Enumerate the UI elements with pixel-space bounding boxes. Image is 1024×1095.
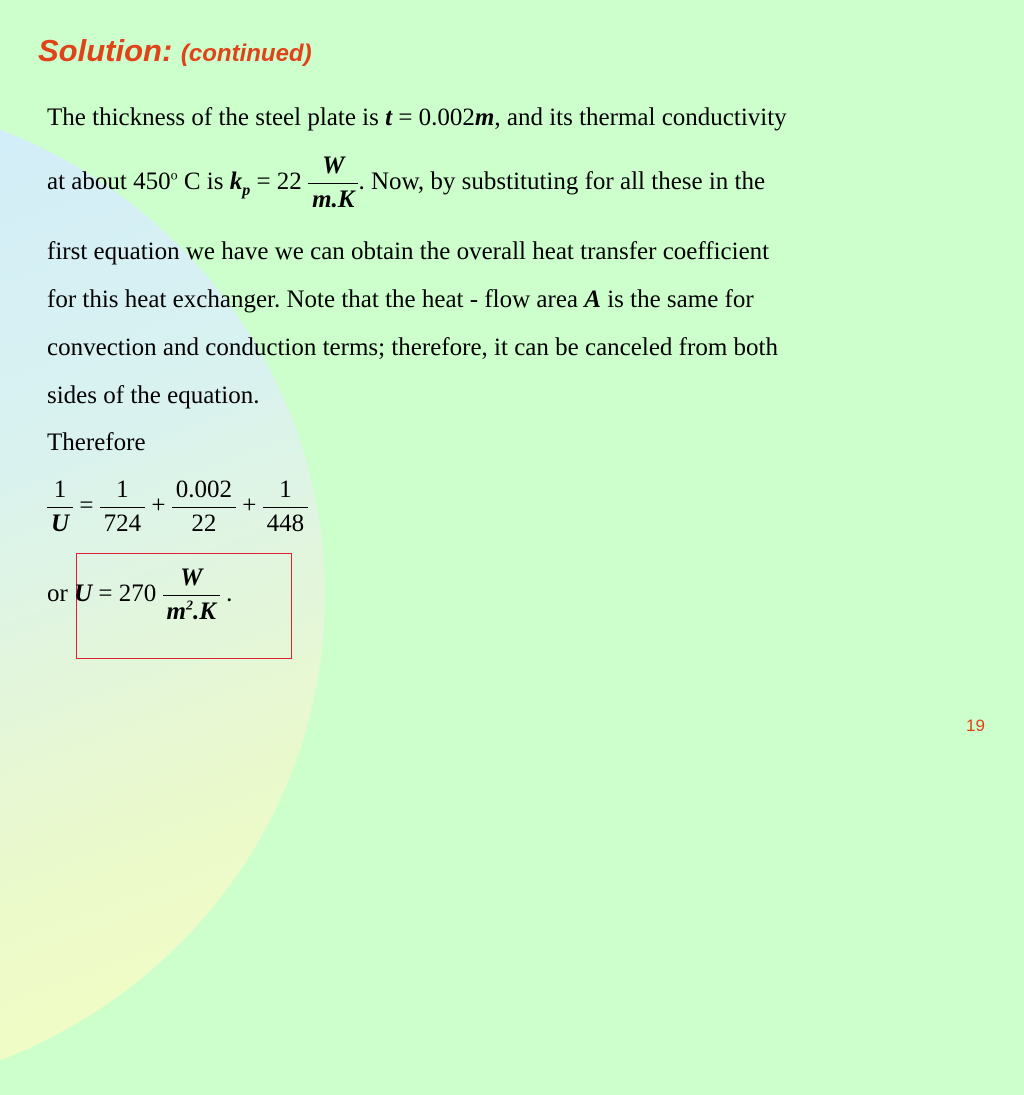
frac-term1-den: 724 (103, 509, 142, 537)
frac-term1-num: 1 (100, 476, 146, 508)
line4-pre: for this heat exchanger. Note that the heat - flow area (47, 286, 585, 313)
line2-mid: C is (177, 167, 230, 195)
frac-term2 (172, 476, 236, 539)
line4-var-a: A (584, 286, 601, 313)
title-main: Solution: (38, 33, 173, 68)
result-line (47, 564, 232, 627)
frac-term1 (100, 476, 146, 539)
line2-frac-den: m.K (312, 185, 355, 213)
result-frac-num: W (163, 564, 220, 596)
line2-post: . Now, by substituting for all these in the (358, 167, 766, 195)
line4-post: is the same for (600, 286, 754, 313)
frac-term3-den: 448 (266, 509, 305, 537)
result-eq: = 270 (92, 579, 157, 607)
frac-term3 (263, 476, 309, 539)
result-den-exp: 2 (185, 598, 193, 614)
text-line-1 (47, 104, 787, 132)
result-pre: or (47, 579, 75, 607)
slide-title (38, 33, 312, 69)
text-line-5: convection and conduction terms; therefore, it can be canceled from both (47, 334, 778, 361)
line2-degree: o (170, 168, 178, 184)
equation-1-over-u (47, 476, 308, 539)
frac-term2-den: 22 (191, 509, 217, 537)
result-den-k: .K (192, 597, 216, 625)
frac-lhs-den: U (51, 509, 70, 537)
frac-term2-num: 0.002 (172, 476, 236, 508)
equation-equals: = (79, 491, 94, 519)
frac-lhs (47, 476, 73, 539)
frac-term3-num: 1 (263, 476, 309, 508)
text-line-6: sides of the equation. (47, 382, 260, 409)
title-sub: (continued) (180, 40, 312, 67)
line2-sub-p: p (242, 181, 251, 199)
text-line-3: first equation we have we can obtain the overall heat transfer coefficient (47, 238, 770, 265)
text-line-2 (47, 152, 765, 215)
line1-unit-m: m (474, 104, 495, 131)
result-fraction (163, 564, 220, 627)
equation-plus-1: + (151, 491, 166, 519)
result-frac-den (163, 596, 220, 627)
equation-plus-2: + (242, 491, 257, 519)
result-post: . (219, 579, 233, 607)
line1-var-t: t (385, 104, 393, 131)
frac-lhs-num: 1 (47, 476, 73, 508)
line1-eq: = 0.002 (392, 104, 475, 131)
line2-pre: at about 450 (47, 167, 171, 195)
text-line-4 (47, 286, 754, 314)
line1-post: , and its thermal conductivity (494, 104, 787, 131)
line1-pre: The thickness of the steel plate is (47, 104, 386, 131)
page-number: 19 (966, 716, 985, 735)
line2-fraction (308, 152, 358, 215)
line2-var-k: k (229, 167, 243, 195)
result-var-u: U (74, 579, 93, 607)
text-line-7: Therefore (47, 429, 146, 456)
line2-frac-num: W (308, 152, 358, 184)
line2-eq: = 22 (250, 167, 302, 195)
result-den-m: m (166, 597, 186, 625)
